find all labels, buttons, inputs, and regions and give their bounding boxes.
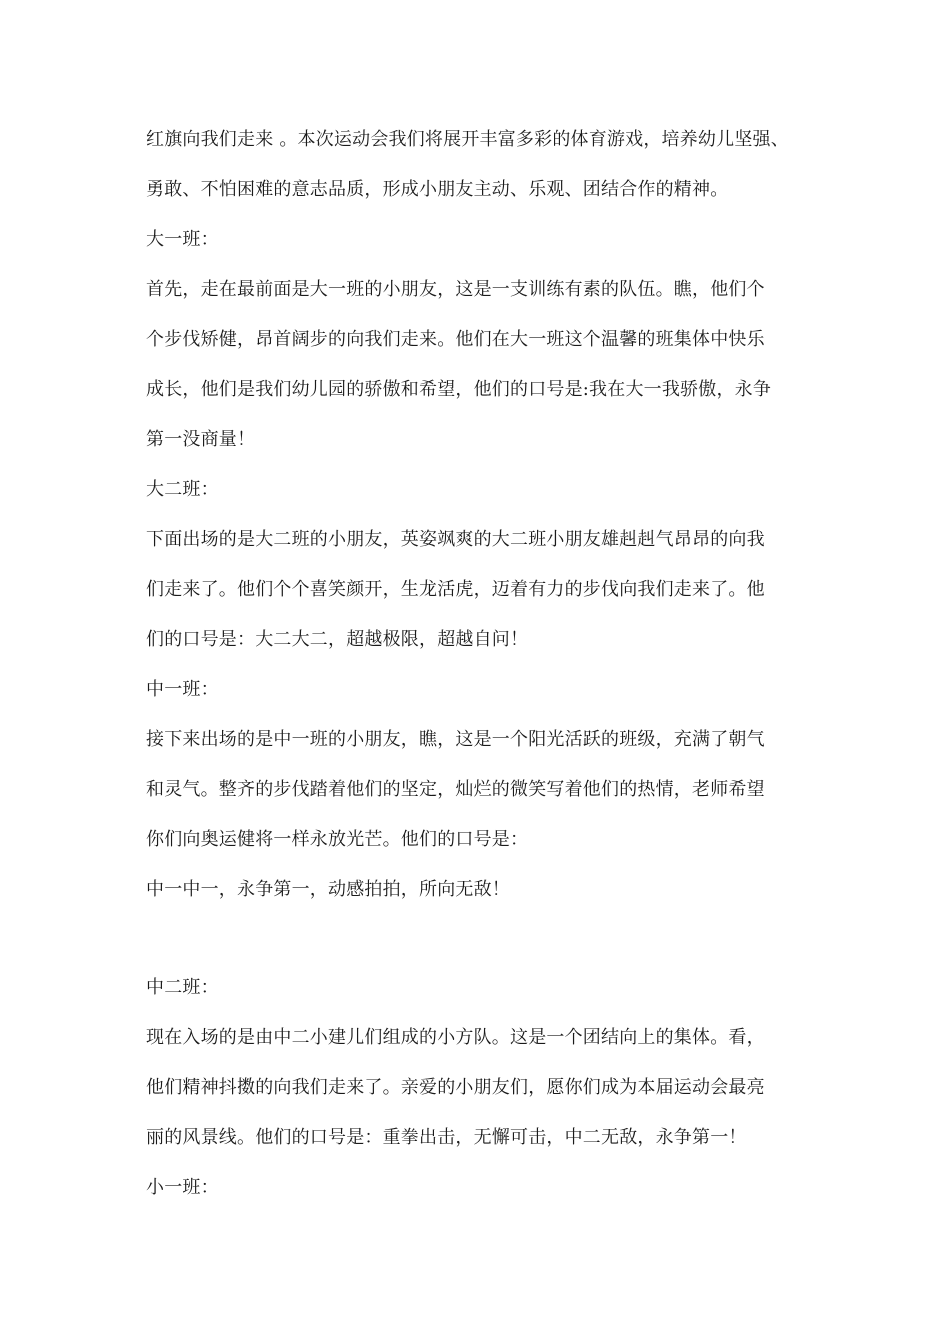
text-line-da-yi-1: 首先，走在最前面是大一班的小朋友，这是一支训练有素的队伍。瞧，他们个 bbox=[146, 279, 765, 300]
text-line-zhong-er-2: 他们精神抖擞的向我们走来了。亲爱的小朋友们，愿你们成为本届运动会最亮 bbox=[146, 1077, 765, 1098]
text-line-zhong-yi-1: 接下来出场的是中一班的小朋友，瞧，这是一个阳光活跃的班级，充满了朝气 bbox=[146, 729, 765, 750]
text-line-zhong-yi-3: 你们向奥运健将一样永放光芒。他们的口号是： bbox=[146, 829, 529, 850]
text-line-intro-1: 红旗向我们走来 。本次运动会我们将展开丰富多彩的体育游戏，培养幼儿坚强、 bbox=[146, 129, 789, 150]
text-line-da-er-2: 们走来了。他们个个喜笑颜开，生龙活虎，迈着有力的步伐向我们走来了。他 bbox=[146, 579, 765, 600]
text-line-da-yi-2: 个步伐矫健，昂首阔步的向我们走来。他们在大一班这个温馨的班集体中快乐 bbox=[146, 329, 765, 350]
text-line-zhong-er-1: 现在入场的是由中二小建儿们组成的小方队。这是一个团结向上的集体。看， bbox=[146, 1027, 765, 1048]
text-line-da-er-1: 下面出场的是大二班的小朋友，英姿飒爽的大二班小朋友雄赳赳气昂昂的向我 bbox=[146, 529, 765, 550]
text-line-da-yi-4: 第一没商量！ bbox=[146, 429, 256, 450]
text-line-zhong-yi-slogan: 中一中一，永争第一，动感拍拍，所向无敌！ bbox=[146, 879, 510, 900]
text-line-intro-2: 勇敢、不怕困难的意志品质，形成小朋友主动、乐观、团结合作的精神。 bbox=[146, 179, 729, 200]
section-heading-zhong-er-ban: 中二班： bbox=[146, 977, 219, 998]
section-heading-zhong-yi-ban: 中一班： bbox=[146, 679, 219, 700]
section-heading-xiao-yi-ban: 小一班： bbox=[146, 1177, 219, 1198]
text-line-zhong-yi-2: 和灵气。整齐的步伐踏着他们的坚定，灿烂的微笑写着他们的热情，老师希望 bbox=[146, 779, 765, 800]
section-heading-da-er-ban: 大二班： bbox=[146, 479, 219, 500]
text-line-zhong-er-3: 丽的风景线。他们的口号是：重拳出击，无懈可击，中二无敌，永争第一！ bbox=[146, 1127, 747, 1148]
section-heading-da-yi-ban: 大一班： bbox=[146, 229, 219, 250]
text-line-da-yi-3: 成长，他们是我们幼儿园的骄傲和希望，他们的口号是:我在大一我骄傲，永争 bbox=[146, 379, 772, 400]
text-line-da-er-3: 们的口号是：大二大二，超越极限，超越自问！ bbox=[146, 629, 529, 650]
